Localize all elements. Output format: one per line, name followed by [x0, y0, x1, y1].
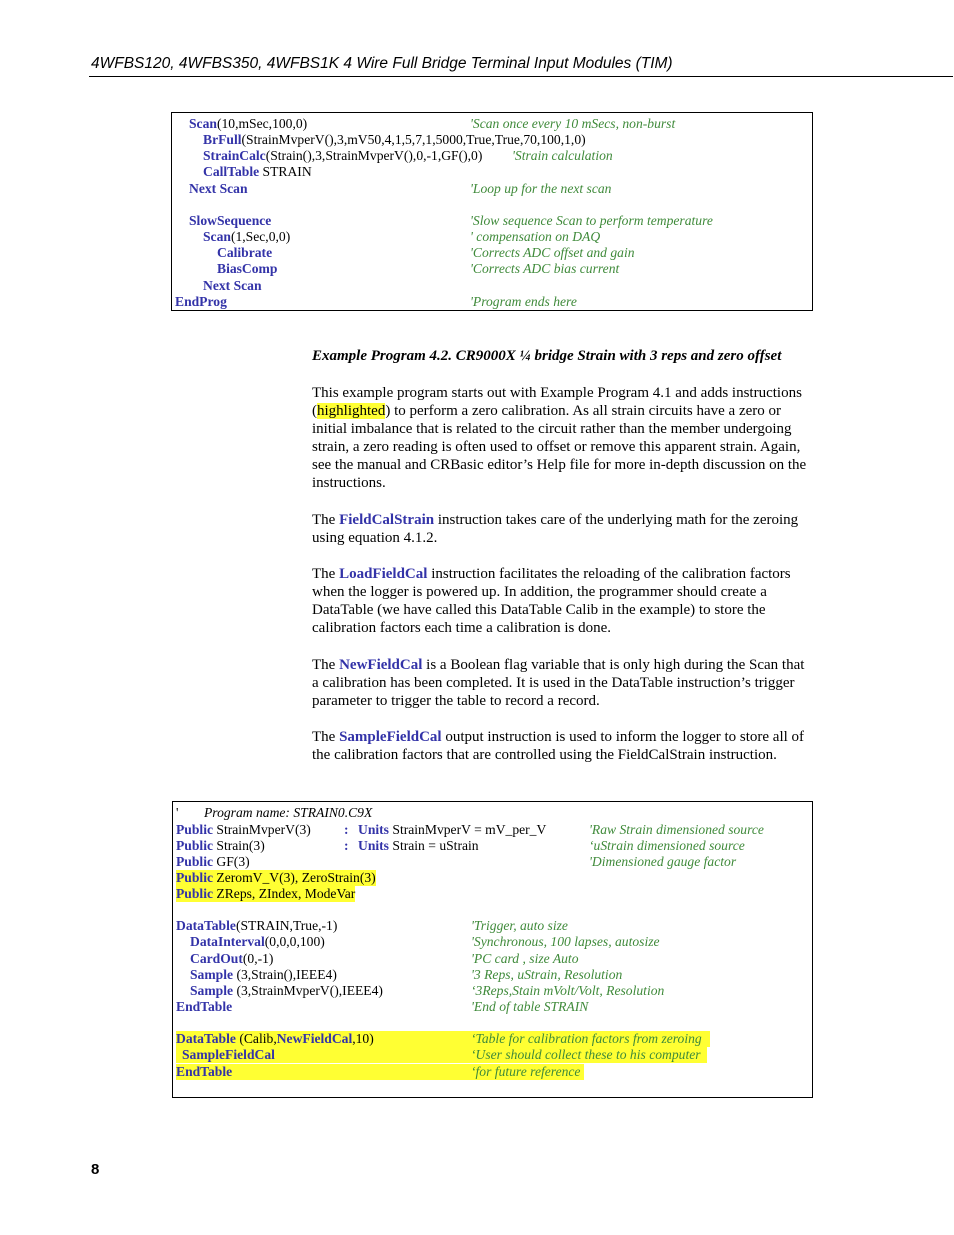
- code-line: [217, 261, 277, 277]
- paragraph-text: The: [312, 512, 340, 528]
- code-line: [190, 967, 337, 983]
- code-comment: ' compensation on DAQ: [470, 229, 601, 244]
- code-keyword: EndTable: [176, 1064, 233, 1079]
- code-keyword: CallTable: [203, 164, 260, 179]
- code-keyword: StrainCalc: [203, 148, 266, 163]
- code-keyword: Next Scan: [203, 278, 262, 293]
- code-keyword: Scan: [203, 229, 231, 244]
- code-block-2: [172, 801, 813, 1098]
- example-caption: Example Program 4.2. CR9000X ¼ bridge Strain with 3 reps and zero offset: [312, 348, 782, 364]
- highlighted-word: highlighted: [317, 403, 386, 419]
- code-comment: ‘3Reps,Stain mVolt/Volt, Resolution: [471, 983, 665, 998]
- code-keyword: Units: [358, 822, 389, 837]
- paragraph-text: The: [312, 729, 340, 745]
- code-keyword: CardOut: [190, 951, 243, 966]
- code-comment: 'Loop up for the next scan: [470, 181, 612, 196]
- code-comment: 'Raw Strain dimensioned source: [589, 822, 764, 837]
- code-args: (0,-1): [242, 951, 274, 966]
- code-args: ZReps, ZIndex, ModeVar: [213, 886, 356, 901]
- code-args: (Strain(),3,StrainMvperV(),0,-1,GF(),0): [265, 148, 483, 163]
- paragraph: [312, 728, 812, 764]
- code-comment: ‘uStrain dimensioned source: [589, 838, 745, 853]
- code-tick: ': [176, 805, 179, 820]
- code-comment: 'Scan once every 10 mSecs, non-burst: [470, 116, 676, 131]
- header-rule: [89, 76, 953, 77]
- code-line: [176, 854, 250, 870]
- code-line: [175, 294, 227, 310]
- code-keyword: Scan: [189, 116, 217, 131]
- instruction-name: NewFieldCal: [339, 657, 423, 673]
- paragraph-text: output instruction is used to inform the logger to store all of the calibration factors that are controlled using the FieldCalStrain instruction.: [312, 729, 805, 763]
- code-line: [176, 918, 337, 934]
- paragraph: [312, 565, 812, 637]
- code-keyword: Public: [176, 838, 214, 853]
- code-args: GF(3): [213, 854, 250, 869]
- code-comment: ‘for future reference: [471, 1064, 581, 1079]
- code-keyword: BiasComp: [217, 261, 278, 276]
- code-line: [189, 116, 307, 132]
- page-number: 8: [91, 1161, 100, 1178]
- code-comment: ‘User should collect these to his computer: [471, 1047, 701, 1062]
- code-line: [176, 838, 265, 854]
- code-args: StrainMvperV = mV_per_V: [388, 822, 547, 837]
- code-comment: 'Synchronous, 100 lapses, autosize: [471, 934, 660, 949]
- paragraph-text: The: [312, 566, 340, 582]
- code-keyword: NewFieldCal: [276, 1031, 353, 1046]
- code-comment: 'Corrects ADC bias current: [470, 261, 620, 276]
- code-line: [344, 822, 349, 838]
- code-line: [176, 870, 376, 886]
- code-keyword: SlowSequence: [189, 213, 272, 228]
- code-keyword: EndProg: [175, 294, 227, 309]
- paragraph-text: instruction facilitates the reloading of the calibration factors when the logger is powered up. In addition, the programmer should create a DataTable (we have called this DataTable Calib in the example) to store the calibration factors each time a calibration is done.: [312, 566, 791, 636]
- code-line: [189, 213, 271, 229]
- code-keyword: Next Scan: [189, 181, 248, 196]
- code-keyword: Units: [358, 838, 389, 853]
- code-line: [203, 148, 482, 164]
- code-args: StrainMvperV(3): [213, 822, 311, 837]
- code-comment: 'PC card , size Auto: [471, 951, 579, 966]
- paragraph-text: is a Boolean flag variable that is only high during the Scan that a calibration has been completed. It is used in the DataTable instruction’s trigger parameter to trigger the table to record a record.: [312, 657, 805, 709]
- instruction-name: SampleFieldCal: [339, 729, 442, 745]
- code-comment: ‘Table for calibration factors from zeroing: [471, 1031, 702, 1046]
- code-line: [176, 805, 178, 821]
- paragraph: [312, 511, 812, 547]
- code-line: [190, 934, 325, 950]
- code-line: [344, 838, 349, 854]
- code-args: (Calib,: [235, 1031, 277, 1046]
- code-line: [203, 164, 312, 180]
- code-line: [358, 838, 479, 854]
- code-args: (STRAIN,True,-1): [235, 918, 338, 933]
- paragraph-text: The: [312, 657, 340, 673]
- code-keyword: Public: [176, 822, 214, 837]
- instruction-name: FieldCalStrain: [339, 512, 435, 528]
- paragraph-text: This example program starts out with Example Program 4.1 and adds instructions (: [312, 385, 802, 419]
- code-keyword: EndTable: [176, 999, 233, 1014]
- code-line: [358, 822, 546, 838]
- code-line: [203, 278, 262, 294]
- code-comment: 'End of table STRAIN: [471, 999, 589, 1014]
- code-comment: 'Program ends here: [470, 294, 577, 309]
- code-comment: '3 Reps, uStrain, Resolution: [471, 967, 623, 982]
- code-line: [203, 132, 586, 148]
- program-name: Program name: STRAIN0.C9X: [204, 805, 373, 820]
- code-keyword: Calibrate: [217, 245, 273, 260]
- code-keyword: DataTable: [176, 1031, 236, 1046]
- code-keyword: Sample: [190, 967, 234, 982]
- code-args: ,10): [352, 1031, 374, 1046]
- instruction-name: LoadFieldCal: [339, 566, 428, 582]
- paragraph-text: ) to perform a zero calibration. As all strain circuits have a zero or initial imbalance that is related to the circuit rather than the member undergoing strain, a zero reading is often used to offset or remove this apparent strain. Again, see the manual and CRBasic editor’s Help file for more in-depth discussion on the instructions.: [312, 403, 807, 491]
- code-colon: :: [344, 838, 349, 853]
- code-line: [189, 181, 248, 197]
- code-comment: 'Trigger, auto size: [471, 918, 568, 933]
- code-keyword: Public: [176, 886, 214, 901]
- code-comment: 'Strain calculation: [512, 148, 613, 163]
- code-keyword: SampleFieldCal: [182, 1047, 275, 1062]
- page-header: 4WFBS120, 4WFBS350, 4WFBS1K 4 Wire Full Bridge Terminal Input Modules (TIM): [91, 55, 673, 72]
- code-keyword: Public: [176, 870, 214, 885]
- code-args: (3,StrainMvperV(),IEEE4): [233, 983, 383, 998]
- code-colon: :: [344, 822, 349, 837]
- code-keyword: DataTable: [176, 918, 236, 933]
- code-comment: 'Dimensioned gauge factor: [589, 854, 737, 869]
- code-line: [190, 951, 273, 967]
- code-args: Strain(3): [213, 838, 265, 853]
- code-keyword: BrFull: [203, 132, 242, 147]
- code-args: (1,Sec,0,0): [230, 229, 291, 244]
- code-line: [190, 983, 383, 999]
- code-keyword: DataInterval: [190, 934, 265, 949]
- code-args: Strain = uStrain: [388, 838, 479, 853]
- paragraph: [312, 656, 812, 710]
- code-line: [176, 999, 232, 1015]
- code-args: (3,Strain(),IEEE4): [233, 967, 337, 982]
- code-args: (StrainMvperV(),3,mV50,4,1,5,7,1,5000,True,True,70,100,1,0): [241, 132, 586, 147]
- code-keyword: Sample: [190, 983, 234, 998]
- code-args: ZeromV_V(3), ZeroStrain(3): [213, 870, 376, 885]
- code-block-1: [171, 112, 813, 311]
- code-args: (10,mSec,100,0): [216, 116, 308, 131]
- paragraph-text: instruction takes care of the underlying math for the zeroing using equation 4.1.2.: [312, 512, 799, 546]
- paragraph: [312, 384, 812, 492]
- code-comment: 'Corrects ADC offset and gain: [470, 245, 635, 260]
- code-args: STRAIN: [259, 164, 312, 179]
- code-args: (0,0,0,100): [264, 934, 325, 949]
- code-line: [176, 886, 355, 902]
- code-line: [217, 245, 272, 261]
- code-comment: 'Slow sequence Scan to perform temperature: [470, 213, 713, 228]
- code-line: [203, 229, 290, 245]
- code-line: [176, 822, 311, 838]
- code-keyword: Public: [176, 854, 214, 869]
